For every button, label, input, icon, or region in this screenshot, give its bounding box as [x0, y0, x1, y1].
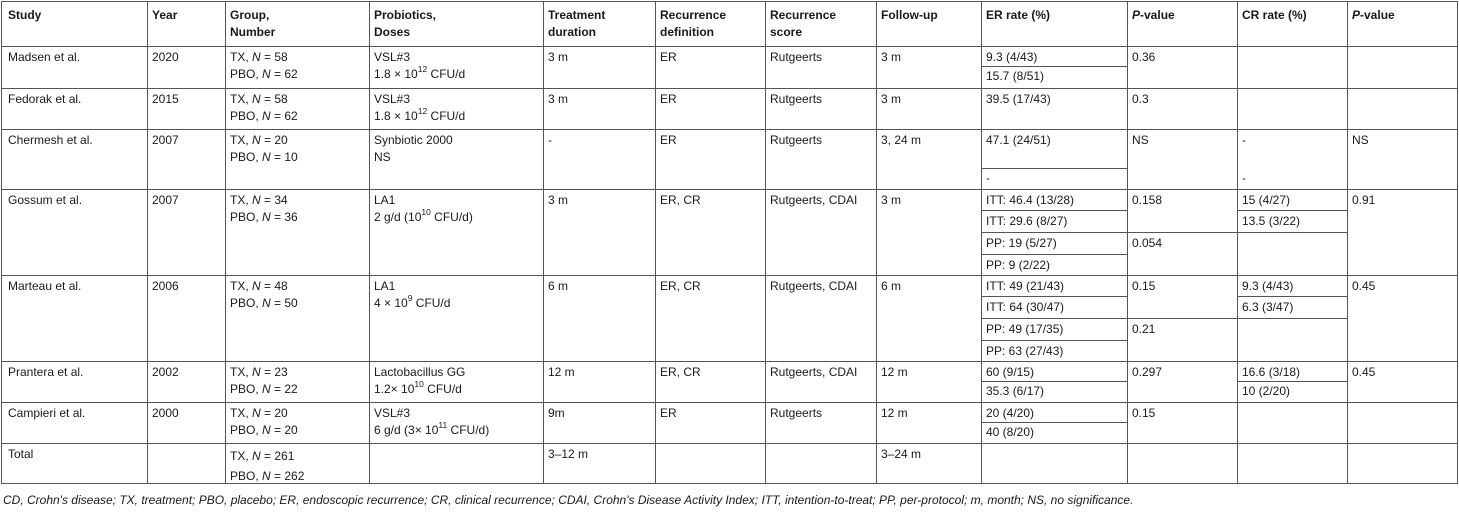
header-recurrence-definition: Recurrence definition [660, 8, 727, 39]
row-recurrence-definition: ER, CR [660, 279, 701, 293]
row-duration: 9m [548, 406, 565, 420]
row-group: TX, N = 48 PBO, N = 50 [230, 279, 298, 310]
row-study: Gossum et al. [8, 193, 83, 207]
row-recurrence-definition: ER [660, 92, 677, 106]
header-year: Year [152, 8, 178, 22]
row-probiotic: VSL#3 $1.8 \times 10^{12}$ CFU/d [374, 92, 466, 123]
row-year: 2007 [152, 133, 179, 147]
row-er-rate: 20 (4/20) [986, 406, 1035, 420]
row-probiotic: VSL#3 $1.8 \times 10^{12}$ CFU/d [374, 50, 466, 81]
row-duration: - [548, 133, 552, 147]
row-recurrence-definition: ER, CR [660, 193, 701, 207]
row-follow-up: 3 m [881, 193, 902, 207]
row-er-rate: - [986, 171, 990, 185]
row-cr-rate: - [1242, 171, 1246, 185]
header-study: Study [8, 8, 42, 22]
row-follow-up: 3–24 m [881, 447, 922, 461]
row-year: 2002 [152, 365, 179, 379]
header-follow-up: Follow-up [881, 8, 938, 22]
header-er-rate: ER rate (%) [986, 8, 1051, 22]
row-year: 2020 [152, 50, 179, 64]
row-er-rate: ITT: 64 (30/47) [986, 300, 1065, 314]
row-er-rate: 9.3 (4/43) [986, 50, 1038, 64]
row-follow-up: 12 m [881, 365, 908, 379]
row-study: Prantera et al. [8, 365, 84, 379]
row-group: TX, N = 23 PBO, N = 22 [230, 365, 298, 396]
row-er-rate: PP: 63 (27/43) [986, 344, 1064, 358]
row-probiotic: LA1 2 g/d ($10^{10}$ CFU/d) [374, 193, 473, 224]
row-follow-up: 3 m [881, 50, 902, 64]
row-er-rate: PP: 19 (5/27) [986, 236, 1057, 250]
row-p-value-er: 0.15 [1132, 406, 1156, 420]
row-duration: 12 m [548, 365, 575, 379]
row-cr-rate: 10 (2/20) [1242, 384, 1291, 398]
row-p-value-er: 0.36 [1132, 50, 1156, 64]
row-er-rate: 47.1 (24/51) [986, 133, 1051, 147]
row-study: Fedorak et al. [8, 92, 82, 106]
header-p-value-cr: P-value [1352, 8, 1395, 22]
row-er-rate: ITT: 29.6 (8/27) [986, 214, 1068, 228]
row-year: 2006 [152, 279, 179, 293]
row-p-value-er: 0.21 [1132, 322, 1156, 336]
row-group: TX, N = 58 PBO, N = 62 [230, 50, 298, 81]
row-p-value-er: NS [1132, 133, 1149, 147]
row-follow-up: 3 m [881, 92, 902, 106]
row-study: Chermesh et al. [8, 133, 93, 147]
results-table [1, 1, 1458, 484]
row-p-value-cr: 0.45 [1352, 279, 1376, 293]
row-study: Madsen et al. [8, 50, 81, 64]
row-p-value-er: 0.054 [1132, 236, 1163, 250]
row-recurrence-score: Rutgeerts [770, 50, 823, 64]
row-recurrence-score: Rutgeerts [770, 406, 823, 420]
row-group: TX, N = 20 PBO, N = 10 [230, 133, 298, 164]
row-cr-rate: - [1242, 133, 1246, 147]
row-p-value-cr: 0.45 [1352, 365, 1376, 379]
row-recurrence-definition: ER [660, 133, 677, 147]
row-follow-up: 6 m [881, 279, 902, 293]
row-probiotic: VSL#3 6 g/d ($3\times 10^{11}$ CFU/d) [374, 406, 490, 437]
header-probiotics: Probiotics, Doses [374, 8, 437, 39]
row-p-value-cr: 0.91 [1352, 193, 1376, 207]
row-group: TX, N = 261 PBO, N = 262 [230, 449, 305, 483]
row-recurrence-definition: ER, CR [660, 365, 701, 379]
row-study: Campieri et al. [8, 406, 86, 420]
row-er-rate: PP: 49 (17/35) [986, 322, 1064, 336]
header-recurrence-score: Recurrence score [770, 8, 837, 39]
row-recurrence-score: Rutgeerts [770, 92, 823, 106]
row-er-rate: 39.5 (17/43) [986, 92, 1051, 106]
row-cr-rate: 6.3 (3/47) [1242, 300, 1294, 314]
header-group: Group, Number [230, 8, 276, 39]
row-duration: 6 m [548, 279, 569, 293]
row-er-rate: ITT: 49 (21/43) [986, 279, 1065, 293]
row-recurrence-score: Rutgeerts [770, 133, 823, 147]
row-cr-rate: 13.5 (3/22) [1242, 214, 1301, 228]
row-study: Total [8, 447, 34, 461]
row-cr-rate: 9.3 (4/43) [1242, 279, 1294, 293]
row-p-value-er: 0.297 [1132, 365, 1163, 379]
row-er-rate: 60 (9/15) [986, 365, 1035, 379]
row-group: TX, N = 58 PBO, N = 62 [230, 92, 298, 123]
row-recurrence-definition: ER [660, 50, 677, 64]
row-year: 2015 [152, 92, 179, 106]
row-er-rate: 15.7 (8/51) [986, 69, 1045, 83]
row-cr-rate: 15 (4/27) [1242, 193, 1291, 207]
row-er-rate: 35.3 (6/17) [986, 384, 1045, 398]
row-recurrence-definition: ER [660, 406, 677, 420]
row-probiotic: Lactobacillus GG $1.2\times 10^{10}$ CFU/d [374, 365, 466, 396]
row-duration: 3–12 m [548, 447, 589, 461]
row-p-value-er: 0.3 [1132, 92, 1149, 106]
row-probiotic: LA1 $4 \times 10^9$ CFU/d [374, 279, 451, 310]
row-p-value-er: 0.158 [1132, 193, 1163, 207]
table-caption: CD, Crohn's disease; TX, treatment; PBO, placebo; ER, endoscopic recurrence; CR, clinical recurrence; CDAI, Crohn's Disease Activity Index; ITT, intention-to-treat; PP, per-protocol; m, month; NS, no significance. [3, 493, 1134, 507]
row-er-rate: ITT: 46.4 (13/28) [986, 193, 1075, 207]
row-group: TX, N = 34 PBO, N = 36 [230, 193, 298, 224]
row-p-value-cr: NS [1352, 133, 1369, 147]
header-cr-rate: CR rate (%) [1242, 8, 1307, 22]
row-recurrence-score: Rutgeerts, CDAI [770, 193, 858, 207]
row-probiotic: Synbiotic 2000 NS [374, 133, 453, 164]
row-study: Marteau et al. [8, 279, 82, 293]
row-year: 2007 [152, 193, 179, 207]
row-duration: 3 m [548, 92, 569, 106]
row-cr-rate: 16.6 (3/18) [1242, 365, 1301, 379]
row-recurrence-score: Rutgeerts, CDAI [770, 279, 858, 293]
row-er-rate: 40 (8/20) [986, 425, 1035, 439]
row-group: TX, N = 20 PBO, N = 20 [230, 406, 298, 437]
row-p-value-er: 0.15 [1132, 279, 1156, 293]
row-year: 2000 [152, 406, 179, 420]
header-duration: Treatment duration [548, 8, 606, 39]
row-er-rate: PP: 9 (2/22) [986, 258, 1051, 272]
row-recurrence-score: Rutgeerts, CDAI [770, 365, 858, 379]
row-duration: 3 m [548, 193, 569, 207]
row-duration: 3 m [548, 50, 569, 64]
header-p-value-er: P-value [1132, 8, 1175, 22]
row-follow-up: 3, 24 m [881, 133, 922, 147]
row-follow-up: 12 m [881, 406, 908, 420]
